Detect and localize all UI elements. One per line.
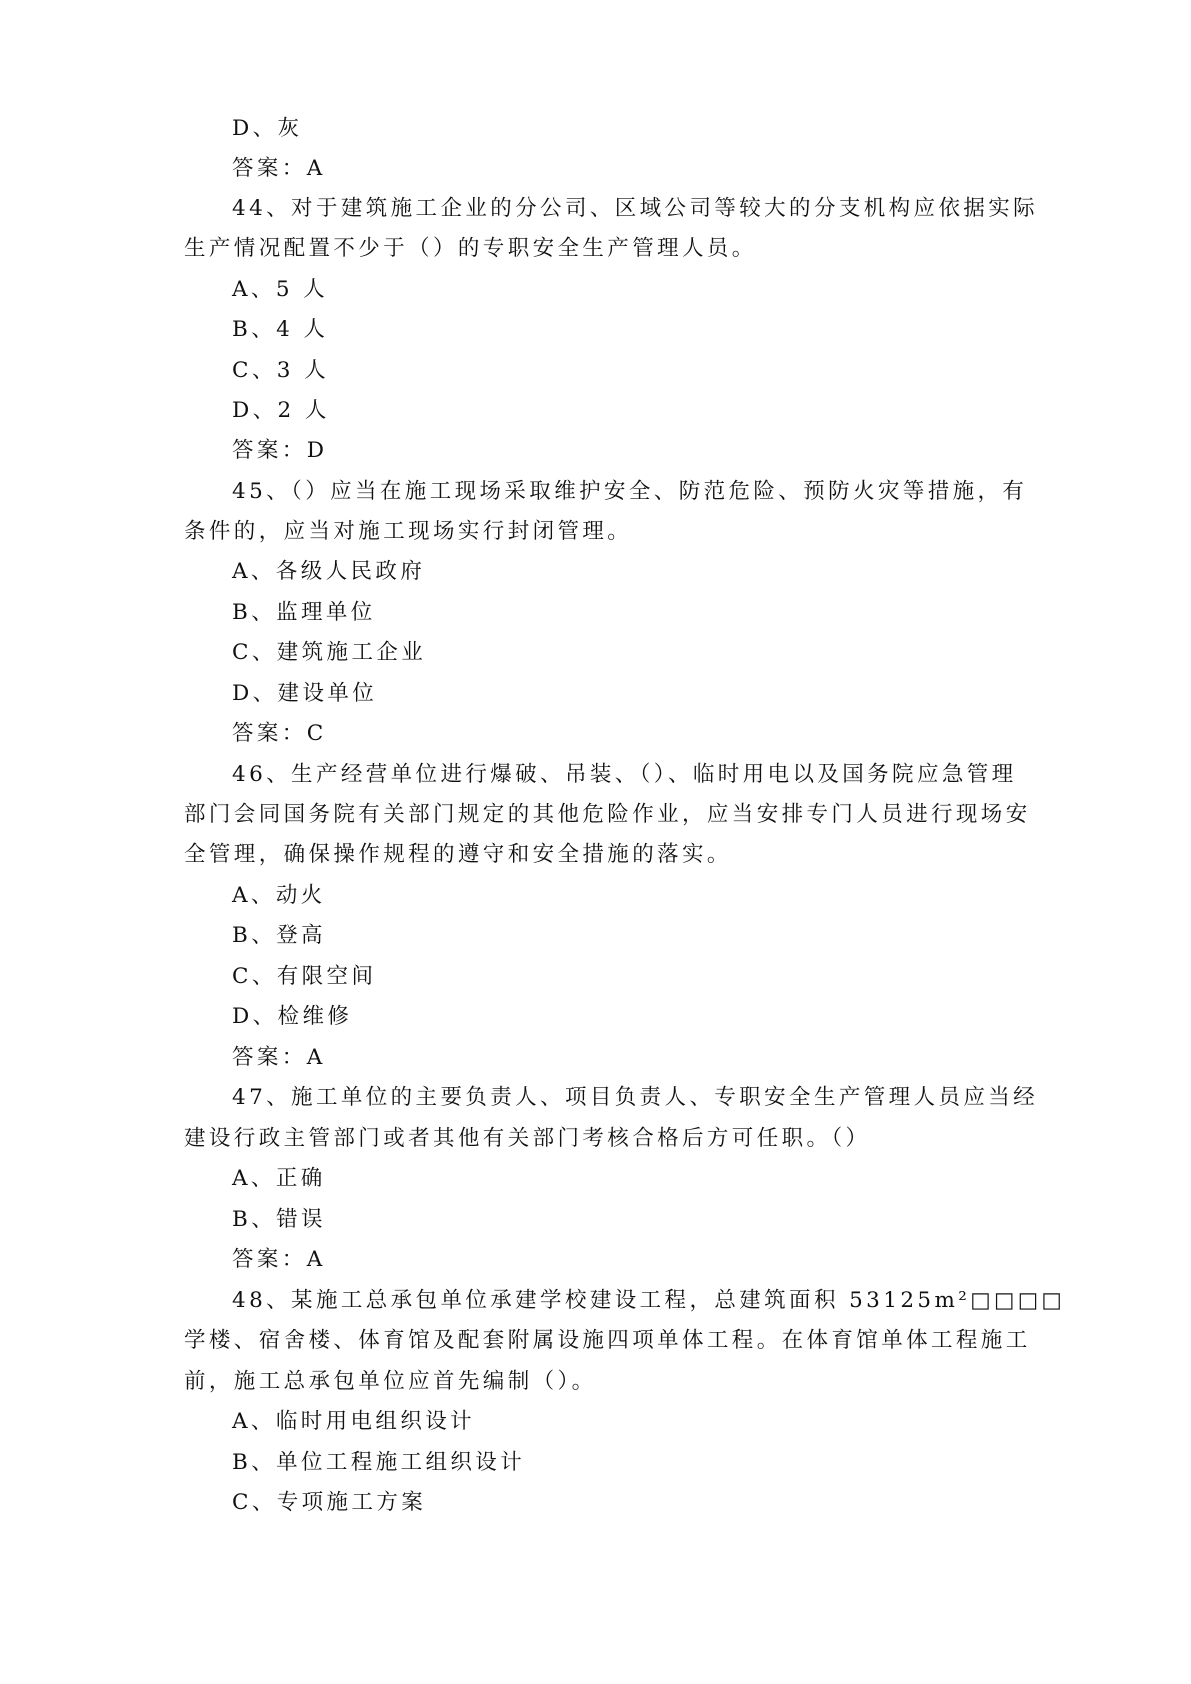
question-45: 45、（）应当在施工现场采取维护安全、防范危险、预防火灾等措施，有 bbox=[232, 479, 1028, 504]
question-continuation: 条件的，应当对施工现场实行封闭管理。 bbox=[184, 519, 633, 544]
question-continuation: 建设行政主管部门或者其他有关部门考核合格后方可任职。（） bbox=[184, 1126, 871, 1151]
question-46: 46、生产经营单位进行爆破、吊装、（）、临时用电以及国务院应急管理 bbox=[232, 762, 1017, 787]
option-line: D、灰 bbox=[232, 116, 303, 141]
option-line: B、监理单位 bbox=[232, 600, 376, 625]
option-line: D、2 人 bbox=[232, 398, 330, 423]
option-line: A、临时用电组织设计 bbox=[232, 1409, 476, 1434]
answer-line: 答案：C bbox=[232, 721, 327, 746]
option-line: A、各级人民政府 bbox=[232, 559, 426, 584]
question-44: 44、对于建筑施工企业的分公司、区域公司等较大的分支机构应依据实际 bbox=[232, 196, 1039, 221]
option-line: D、建设单位 bbox=[232, 681, 378, 706]
option-line: C、专项施工方案 bbox=[232, 1490, 427, 1515]
option-line: B、错误 bbox=[232, 1207, 326, 1232]
answer-line: 答案：D bbox=[232, 438, 328, 463]
question-47: 47、施工单位的主要负责人、项目负责人、专职安全生产管理人员应当经 bbox=[232, 1085, 1039, 1110]
answer-line: 答案：A bbox=[232, 1045, 326, 1070]
option-line: C、3 人 bbox=[232, 358, 329, 383]
answer-line: 答案：A bbox=[232, 156, 326, 181]
question-continuation: 生产情况配置不少于（）的专职安全生产管理人员。 bbox=[184, 236, 757, 261]
question-48: 48、某施工总承包单位承建学校建设工程，总建筑面积 53125m²□□□□ bbox=[232, 1288, 1066, 1313]
option-line: B、4 人 bbox=[232, 317, 329, 342]
option-line: D、检维修 bbox=[232, 1004, 353, 1029]
option-line: B、登高 bbox=[232, 923, 326, 948]
option-line: C、有限空间 bbox=[232, 964, 377, 989]
option-line: C、建筑施工企业 bbox=[232, 640, 427, 665]
question-continuation: 部门会同国务院有关部门规定的其他危险作业，应当安排专门人员进行现场安 bbox=[184, 802, 1031, 827]
answer-line: 答案：A bbox=[232, 1247, 326, 1272]
option-line: A、动火 bbox=[232, 883, 326, 908]
option-line: A、5 人 bbox=[232, 277, 329, 302]
question-continuation: 前，施工总承包单位应首先编制（）。 bbox=[184, 1369, 597, 1394]
option-line: A、正确 bbox=[232, 1166, 326, 1191]
question-continuation: 学楼、宿舍楼、体育馆及配套附属设施四项单体工程。在体育馆单体工程施工 bbox=[184, 1328, 1031, 1353]
question-continuation: 全管理，确保操作规程的遵守和安全措施的落实。 bbox=[184, 842, 732, 867]
option-line: B、单位工程施工组织设计 bbox=[232, 1450, 526, 1475]
